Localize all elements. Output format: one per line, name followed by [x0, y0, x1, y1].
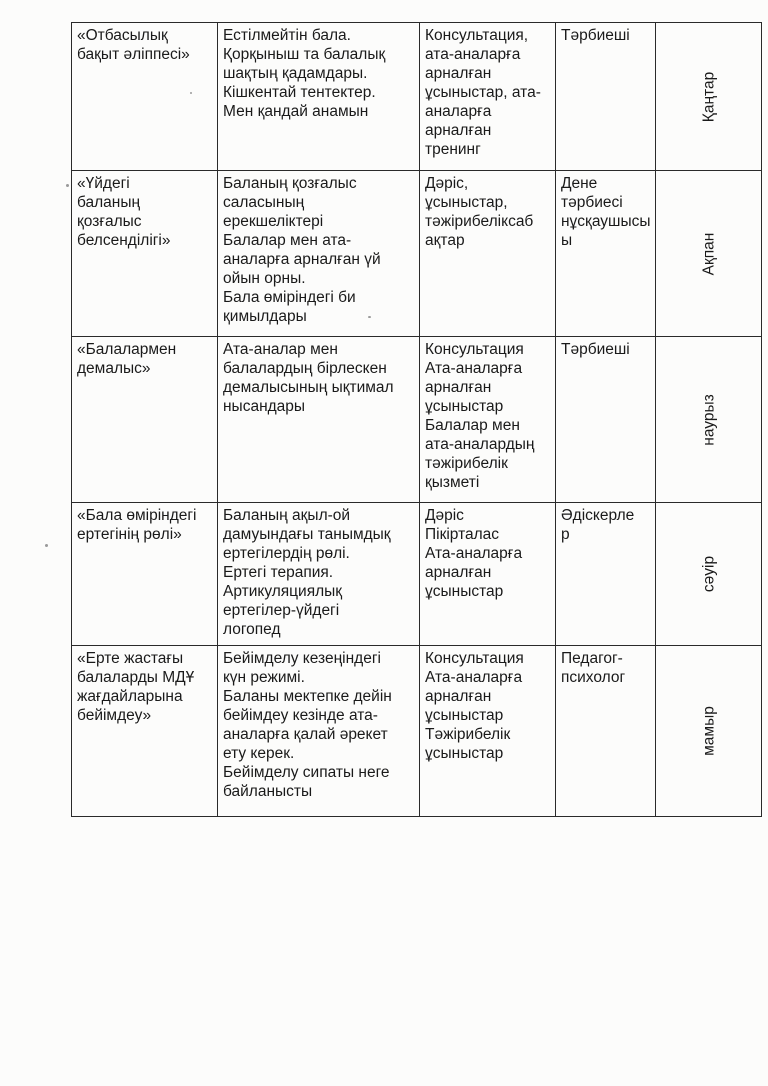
- month-cell: [656, 503, 762, 646]
- responsible-cell: Әдіскерле р: [556, 503, 656, 646]
- form-cell: Консультация Ата-аналарға арналған ұсыныстар Балалар мен ата-аналардың тәжірибелік қызметі: [420, 337, 556, 503]
- month-cell: [656, 646, 762, 817]
- form-cell: Дәріс, ұсыныстар, тәжірибеліксаб ақтар: [420, 171, 556, 337]
- form-cell: Дәріс Пікірталас Ата-аналарға арналған ұсыныстар: [420, 503, 556, 646]
- responsible-cell: Дене тәрбиесі нұсқаушысы ы: [556, 171, 656, 337]
- topic-cell: «Бала өміріндегі ертегінің рөлі»: [72, 503, 218, 646]
- responsible-cell: Тәрбиеші: [556, 23, 656, 171]
- form-cell: Консультация Ата-аналарға арналған ұсыныстар Тәжірибелік ұсыныстар: [420, 646, 556, 817]
- topic-cell: «Отбасылық бақыт әліппесі»: [72, 23, 218, 171]
- month-label: Қаңтар: [700, 71, 717, 122]
- topic-cell: «Үйдегі баланың қозғалыс белсенділігі»: [72, 171, 218, 337]
- month-label: сәуір: [700, 555, 717, 593]
- month-cell: [656, 337, 762, 503]
- content-cell: Баланың қозғалыс саласының ерекшеліктері Балалар мен ата- аналарға арналған үй ойын орны. Бала өміріндегі би қимылдары: [218, 171, 420, 337]
- scan-speck: [368, 316, 371, 318]
- content-cell: Ата-аналар мен балалардың бірлескен демалысының ықтимал нысандары: [218, 337, 420, 503]
- responsible-cell: Тәрбиеші: [556, 337, 656, 503]
- scan-speck: [66, 184, 69, 187]
- month-label: мамыр: [700, 706, 717, 756]
- table-row: [72, 646, 762, 817]
- scan-speck: [190, 92, 192, 94]
- topic-cell: «Ерте жастағы балаларды МДҰ жағдайларына бейімдеу»: [72, 646, 218, 817]
- scan-speck: [45, 544, 48, 547]
- table-row: [72, 337, 762, 503]
- content-cell: Естілмейтін бала. Қорқыныш та балалық шақтың қадамдары. Кішкентай тентектер. Мен қандай анамын: [218, 23, 420, 171]
- topic-cell: «Балалармен демалыс»: [72, 337, 218, 503]
- month-cell: [656, 171, 762, 337]
- table-row: [72, 23, 762, 171]
- month-label: Ақпан: [700, 232, 717, 275]
- form-cell: Консультация, ата-аналарға арналған ұсыныстар, ата- аналарға арналған тренинг: [420, 23, 556, 171]
- content-cell: Баланың ақыл-ой дамуындағы танымдық ертегілердің рөлі. Ертегі терапия. Артикуляциялық ертегілер-үйдегі логопед: [218, 503, 420, 646]
- content-cell: Бейімделу кезеңіндегі күн режимі. Баланы мектепке дейін бейімдеу кезінде ата- аналарға қалай әрекет ету керек. Бейімделу сипаты неге байланысты: [218, 646, 420, 817]
- parent-work-plan-table: [71, 22, 762, 817]
- month-cell: [656, 23, 762, 171]
- table-row: [72, 171, 762, 337]
- table-row: [72, 503, 762, 646]
- responsible-cell: Педагог- психолог: [556, 646, 656, 817]
- month-label: наурыз: [700, 393, 717, 446]
